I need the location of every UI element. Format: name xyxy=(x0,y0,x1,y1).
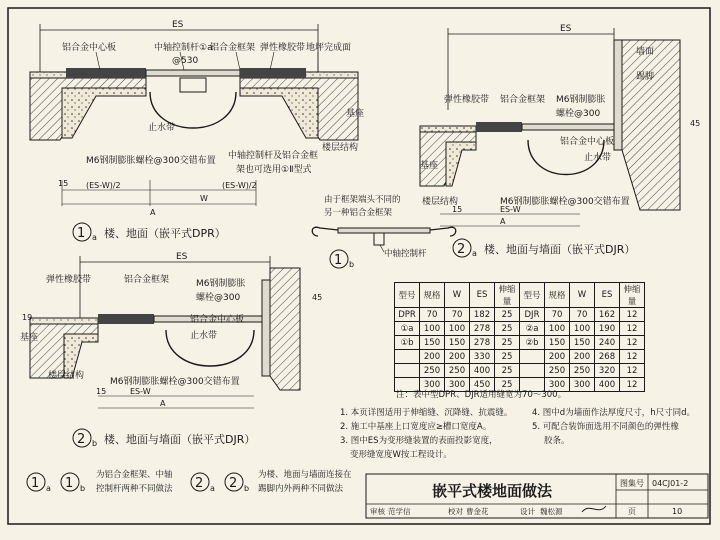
table-cell: 450 xyxy=(470,378,495,392)
fig-num: 2 xyxy=(457,242,466,257)
table-cell: 182 xyxy=(470,308,495,322)
fig-sub: b xyxy=(92,439,98,448)
label-frame: 铝合金框架 xyxy=(210,43,256,53)
label-base: 基座 xyxy=(346,109,365,119)
table-row xyxy=(395,364,645,378)
table-cell: 200 xyxy=(545,350,570,364)
table-cell: 70 xyxy=(420,308,445,322)
table-cell: 278 xyxy=(470,336,495,350)
dim-a: A xyxy=(500,217,506,226)
table-cell: 200 xyxy=(570,350,595,364)
legend-text: 为铝合金框架、中轴 xyxy=(96,470,173,480)
label-frame: 铝合金框架 xyxy=(124,275,170,285)
figure-2a xyxy=(420,24,700,258)
table-header: W xyxy=(570,283,595,308)
note-3b: 变形缝宽度W按工程设计。 xyxy=(350,450,452,460)
table-cell xyxy=(395,350,420,364)
table-cell: 250 xyxy=(420,364,445,378)
label-bolt-1: M6钢制膨胀 xyxy=(196,279,246,289)
table-cell: 400 xyxy=(595,378,620,392)
table-cell: 200 xyxy=(445,350,470,364)
table-cell: 70 xyxy=(570,308,595,322)
table-cell: 70 xyxy=(545,308,570,322)
dim-a: A xyxy=(150,208,156,217)
label-structure: 楼层结构 xyxy=(48,371,85,381)
label-bolt-1: M6钢制膨胀 xyxy=(556,95,606,105)
table-cell: 12 xyxy=(620,364,645,378)
table-cell: 162 xyxy=(595,308,620,322)
designer-name: 魏松源 xyxy=(540,507,563,516)
dim-half-right: (ES-W)/2 xyxy=(222,181,257,190)
table-header: ES xyxy=(470,283,495,308)
label-bolt-2: 螺栓@300 xyxy=(556,109,601,119)
table-cell: 100 xyxy=(545,322,570,336)
table-cell: 150 xyxy=(570,336,595,350)
table-cell: 25 xyxy=(495,308,520,322)
table-cell: 300 xyxy=(445,378,470,392)
dim-es: ES xyxy=(560,24,572,34)
table-cell: DJR xyxy=(520,308,545,322)
legend-num: 2 xyxy=(195,476,204,491)
caption-2a: 楼、地面与墙面（嵌平式DJR） xyxy=(484,243,636,256)
fig-sub: a xyxy=(92,233,97,242)
dim-19: 19 xyxy=(22,313,33,322)
table-header: 型号 xyxy=(520,283,545,308)
table-cell: 25 xyxy=(495,336,520,350)
label-rod-note-1: 中轴控制杆及铝合金框 xyxy=(228,151,319,161)
table-cell: 25 xyxy=(495,322,520,336)
table-header: 型号 xyxy=(395,283,420,308)
dim-es: ES xyxy=(176,252,188,262)
table-cell xyxy=(520,364,545,378)
design-label: 设计 xyxy=(520,507,535,516)
label-seal: 弹性橡胶带 xyxy=(260,43,306,53)
dim-15: 15 xyxy=(96,387,107,396)
table-cell: 12 xyxy=(620,336,645,350)
table-row xyxy=(395,322,645,336)
dim-15: 15 xyxy=(452,205,463,214)
caption-2b: 楼、地面与墙面（嵌平式DJR） xyxy=(104,433,256,446)
fig-num: 2 xyxy=(77,432,86,447)
dim-es-w: ES-W xyxy=(130,387,151,396)
label-center-plate: 铝合金中心板 xyxy=(62,43,117,53)
table-header: 规格 xyxy=(545,283,570,308)
label-waterstop: 止水带 xyxy=(584,153,612,163)
table-header: 伸缩量 xyxy=(620,283,645,308)
review-label: 审核 xyxy=(370,507,385,516)
table-cell: 250 xyxy=(570,364,595,378)
dim-45: 45 xyxy=(690,119,701,128)
label-structure: 楼层结构 xyxy=(322,143,359,153)
fig-sub: a xyxy=(472,249,477,258)
table-row xyxy=(395,350,645,364)
dim-es-w: ES-W xyxy=(500,205,521,214)
label-1b-note-1: 由于框架端头不同的 xyxy=(324,195,401,205)
dim-a: A xyxy=(160,399,166,408)
dim-es: ES xyxy=(172,20,184,30)
table-cell: 150 xyxy=(420,336,445,350)
table-cell: 200 xyxy=(420,350,445,364)
dim-w: W xyxy=(200,194,208,203)
legend-sub: b xyxy=(80,484,86,493)
legend-text: 控制杆两种不同做法 xyxy=(96,484,173,494)
table-cell: ①b xyxy=(395,336,420,350)
label-rod-note-2: 架也可选用①Ⅱ型式 xyxy=(236,165,312,175)
table-cell: 70 xyxy=(445,308,470,322)
label-base: 基座 xyxy=(20,333,39,343)
table-cell: ①a xyxy=(395,322,420,336)
table-footnote: 注：表中型DPR、DJR适用缝宽为70～300。 xyxy=(396,390,567,400)
table-cell: ②b xyxy=(520,336,545,350)
label-wall: 墙面 xyxy=(636,47,655,57)
legend-sub: a xyxy=(210,484,215,493)
table-cell: ②a xyxy=(520,322,545,336)
note-5a: 5. 可配合装饰面选用不同颜色的弹性橡 xyxy=(532,422,679,432)
table-header: W xyxy=(445,283,470,308)
reviewer-name: 范学信 xyxy=(388,507,411,516)
table-cell: 268 xyxy=(595,350,620,364)
label-frame: 铝合金框架 xyxy=(500,95,546,105)
sheet-title: 嵌平式楼地面做法 xyxy=(432,482,553,500)
table-header: ES xyxy=(595,283,620,308)
fig-sub: b xyxy=(349,260,355,269)
note-4: 4. 图中d为墙面作法厚度尺寸，h尺寸同d。 xyxy=(532,408,695,418)
note-5b: 胶条。 xyxy=(544,436,570,446)
legend-text: 踢脚内外两种不同做法 xyxy=(258,484,344,494)
figure-1a xyxy=(30,20,364,242)
checker-name: 曹金花 xyxy=(466,507,489,516)
table-header: 伸缩量 xyxy=(495,283,520,308)
atlas-label: 图集号 xyxy=(620,479,644,488)
table-cell: 300 xyxy=(420,378,445,392)
table-cell: 250 xyxy=(445,364,470,378)
table-cell: 300 xyxy=(545,378,570,392)
legend xyxy=(27,469,352,494)
table-cell: 240 xyxy=(595,336,620,350)
table-cell: 25 xyxy=(495,378,520,392)
legend-num: 2 xyxy=(229,476,238,491)
title-block xyxy=(366,474,708,518)
label-1b-rod: 中轴控制杆 xyxy=(384,249,427,259)
table-cell: 300 xyxy=(570,378,595,392)
table-cell: 250 xyxy=(545,364,570,378)
table-cell xyxy=(395,364,420,378)
note-3a: 3. 图中ES为变形缝装置的表面投影宽度， xyxy=(340,436,498,446)
table-cell: 25 xyxy=(495,364,520,378)
check-label: 校对 xyxy=(448,507,463,516)
table-cell: 100 xyxy=(570,322,595,336)
table-cell: 25 xyxy=(495,350,520,364)
page-label: 页 xyxy=(628,507,636,516)
table-cell: 12 xyxy=(620,322,645,336)
table-cell: 330 xyxy=(470,350,495,364)
page-number: 10 xyxy=(672,507,683,516)
dim-half-left: (ES-W)/2 xyxy=(86,181,121,190)
note-1: 1. 本页详图适用于伸缩缝、沉降缝、抗震缝。 xyxy=(340,408,513,418)
table-row xyxy=(395,308,645,322)
atlas-number: 04CJ01-2 xyxy=(652,479,689,488)
table-cell: 100 xyxy=(420,322,445,336)
table-cell: 150 xyxy=(445,336,470,350)
caption-1a: 楼、地面（嵌平式DPR） xyxy=(104,227,226,240)
spec-table xyxy=(394,282,645,392)
label-bolt-long: M6钢制膨胀螺栓@300交错布置 xyxy=(110,377,240,387)
label-structure: 楼层结构 xyxy=(422,197,459,207)
label-seal: 弹性橡胶带 xyxy=(444,95,490,105)
label-base: 基座 xyxy=(420,161,439,171)
table-row xyxy=(395,336,645,350)
table-cell: 100 xyxy=(445,322,470,336)
table-header-row xyxy=(395,283,645,308)
label-skirting: 踢脚 xyxy=(636,72,655,82)
label-bolt-long: M6钢制膨胀螺栓@300交错布置 xyxy=(500,197,630,207)
table-cell: 12 xyxy=(620,308,645,322)
table-cell: 190 xyxy=(595,322,620,336)
fig-num: 1 xyxy=(77,226,86,241)
figure-2b xyxy=(20,252,322,448)
label-rod-spacing: @530 xyxy=(172,56,199,66)
label-seal: 弹性橡胶带 xyxy=(46,275,92,285)
table-cell: DPR xyxy=(395,308,420,322)
table-cell: 320 xyxy=(595,364,620,378)
table-cell: 278 xyxy=(470,322,495,336)
table-cell: 12 xyxy=(620,350,645,364)
table-cell: 400 xyxy=(470,364,495,378)
label-bolt: M6钢制膨胀螺栓@300交错布置 xyxy=(86,156,216,166)
label-waterstop: 止水带 xyxy=(148,123,176,133)
note-2: 2. 施工中基座上口宽度应≥槽口宽度A。 xyxy=(340,422,492,432)
legend-sub: b xyxy=(244,484,250,493)
legend-num: 1 xyxy=(31,476,40,491)
legend-num: 1 xyxy=(65,476,74,491)
label-finish: 地坪完成面 xyxy=(306,43,352,53)
dim-15: 15 xyxy=(58,179,69,188)
label-center-plate: 铝合金中心板 xyxy=(560,137,615,147)
table-cell: 150 xyxy=(545,336,570,350)
label-center-plate: 铝合金中心板 xyxy=(190,315,245,325)
label-waterstop: 止水带 xyxy=(190,331,218,341)
table-header: 规格 xyxy=(420,283,445,308)
legend-text: 为楼、地面与墙面连接在 xyxy=(258,470,352,480)
label-rod: 中轴控制杆①a xyxy=(154,43,213,53)
legend-sub: a xyxy=(46,484,51,493)
table-cell xyxy=(520,350,545,364)
dim-45: 45 xyxy=(312,293,323,302)
label-1b-note-2: 另一种铝合金框架 xyxy=(324,208,393,218)
fig-num: 1 xyxy=(334,253,343,268)
label-bolt-2: 螺栓@300 xyxy=(196,293,241,303)
table-cell: 12 xyxy=(620,378,645,392)
